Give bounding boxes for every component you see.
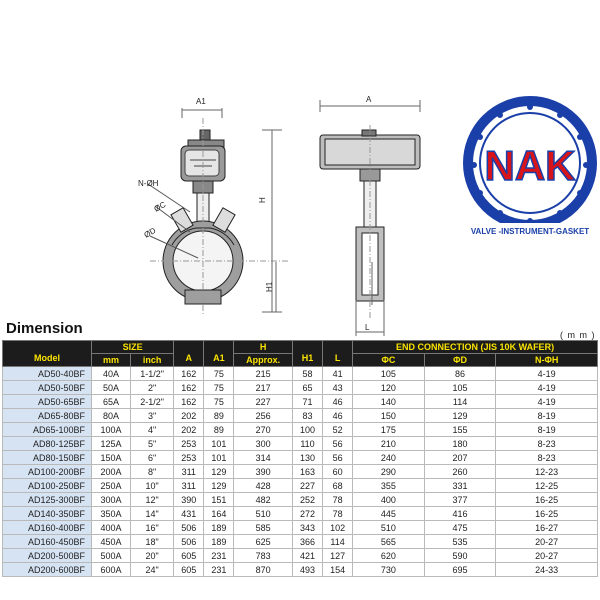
- table-cell: 114: [323, 535, 353, 549]
- page-title: Dimension: [6, 320, 83, 337]
- table-cell: 40A: [92, 367, 131, 381]
- table-cell: 83: [292, 409, 322, 423]
- table-cell: 52: [323, 423, 353, 437]
- table-cell: 585: [234, 521, 293, 535]
- table-cell: 129: [204, 465, 234, 479]
- logo-text: NAK: [484, 142, 576, 189]
- table-cell: 56: [323, 451, 353, 465]
- table-cell: 86: [424, 367, 496, 381]
- table-cell: 695: [424, 563, 496, 577]
- table-cell: 180: [424, 437, 496, 451]
- col-h: H: [234, 341, 293, 354]
- table-cell: 162: [174, 367, 204, 381]
- table-cell: 101: [204, 451, 234, 465]
- table-cell: 600A: [92, 563, 131, 577]
- table-cell: 227: [292, 479, 322, 493]
- table-cell: 65A: [92, 395, 131, 409]
- table-cell: 416: [424, 507, 496, 521]
- col-inch: inch: [131, 354, 174, 367]
- table-cell: 65: [292, 381, 322, 395]
- table-cell: 252: [292, 493, 322, 507]
- table-cell: 46: [323, 409, 353, 423]
- col-d: ΦD: [424, 354, 496, 367]
- table-cell: 20-27: [496, 549, 598, 563]
- table-cell: 8": [131, 465, 174, 479]
- table-cell: 231: [204, 563, 234, 577]
- table-cell: 154: [323, 563, 353, 577]
- table-cell: 331: [424, 479, 496, 493]
- table-cell: 155: [424, 423, 496, 437]
- table-cell: 16": [131, 521, 174, 535]
- table-row: [3, 521, 598, 535]
- table-row: [3, 507, 598, 521]
- dim-phi-d-label: ØD: [142, 225, 158, 240]
- table-cell: 150: [353, 409, 425, 423]
- table-row: [3, 479, 598, 493]
- table-cell: 189: [204, 521, 234, 535]
- table-cell: 20": [131, 549, 174, 563]
- table-cell: 46: [323, 395, 353, 409]
- table-cell: 421: [292, 549, 322, 563]
- table-cell: 450A: [92, 535, 131, 549]
- table-cell: 130: [292, 451, 322, 465]
- table-cell: 162: [174, 395, 204, 409]
- table-cell: 565: [353, 535, 425, 549]
- col-c: ΦC: [353, 354, 425, 367]
- logo-tagline: VALVE -INSTRUMENT-GASKET: [470, 227, 590, 236]
- model-cell: AD50-40BF: [3, 367, 92, 381]
- model-cell: AD80-125BF: [3, 437, 92, 451]
- table-cell: 89: [204, 409, 234, 423]
- table-cell: 151: [204, 493, 234, 507]
- table-cell: 314: [234, 451, 293, 465]
- table-row: [3, 367, 598, 381]
- table-cell: 102: [323, 521, 353, 535]
- table-cell: 270: [234, 423, 293, 437]
- table-cell: 227: [234, 395, 293, 409]
- table-cell: 68: [323, 479, 353, 493]
- table-cell: 56: [323, 437, 353, 451]
- table-cell: 75: [204, 367, 234, 381]
- table-cell: 590: [424, 549, 496, 563]
- table-cell: 175: [353, 423, 425, 437]
- table-cell: 114: [424, 395, 496, 409]
- table-cell: 150A: [92, 451, 131, 465]
- col-a: A: [174, 341, 204, 367]
- table-cell: 500A: [92, 549, 131, 563]
- table-cell: 24-33: [496, 563, 598, 577]
- model-cell: AD160-400BF: [3, 521, 92, 535]
- model-cell: AD50-65BF: [3, 395, 92, 409]
- table-cell: 445: [353, 507, 425, 521]
- table-cell: 105: [424, 381, 496, 395]
- table-cell: 428: [234, 479, 293, 493]
- table-cell: 475: [424, 521, 496, 535]
- table-cell: 217: [234, 381, 293, 395]
- table-cell: 400A: [92, 521, 131, 535]
- model-cell: AD50-50BF: [3, 381, 92, 395]
- dim-h-label: H: [258, 197, 267, 203]
- model-cell: AD100-200BF: [3, 465, 92, 479]
- col-n-h: N-ΦH: [496, 354, 598, 367]
- model-cell: AD80-150BF: [3, 451, 92, 465]
- col-l-top: L: [323, 341, 353, 367]
- table-cell: 8-23: [496, 437, 598, 451]
- table-cell: 4-19: [496, 395, 598, 409]
- table-cell: 129: [424, 409, 496, 423]
- table-cell: 75: [204, 395, 234, 409]
- table-cell: 164: [204, 507, 234, 521]
- table-cell: 625: [234, 535, 293, 549]
- table-cell: 16-27: [496, 521, 598, 535]
- table-cell: 75: [204, 381, 234, 395]
- dim-a1-label: A1: [196, 97, 206, 106]
- table-cell: 12-25: [496, 479, 598, 493]
- table-cell: 300: [234, 437, 293, 451]
- col-h1-top: H1: [292, 341, 322, 367]
- table-cell: 43: [323, 381, 353, 395]
- table-cell: 129: [204, 479, 234, 493]
- table-cell: 5": [131, 437, 174, 451]
- table-cell: 605: [174, 549, 204, 563]
- table-cell: 80A: [92, 409, 131, 423]
- table-cell: 200A: [92, 465, 131, 479]
- table-cell: 163: [292, 465, 322, 479]
- table-cell: 120: [353, 381, 425, 395]
- table-cell: 140: [353, 395, 425, 409]
- col-model: Model: [3, 341, 92, 367]
- table-cell: 510: [353, 521, 425, 535]
- table-cell: 207: [424, 451, 496, 465]
- table-cell: 215: [234, 367, 293, 381]
- table-cell: 162: [174, 381, 204, 395]
- table-cell: 18": [131, 535, 174, 549]
- table-cell: 1-1/2": [131, 367, 174, 381]
- table-cell: 400: [353, 493, 425, 507]
- table-cell: 605: [174, 563, 204, 577]
- table-cell: 50A: [92, 381, 131, 395]
- table-cell: 8-19: [496, 409, 598, 423]
- table-row: [3, 409, 598, 423]
- table-cell: 870: [234, 563, 293, 577]
- table-row: [3, 493, 598, 507]
- table-cell: 350A: [92, 507, 131, 521]
- table-cell: 210: [353, 437, 425, 451]
- table-cell: 355: [353, 479, 425, 493]
- table-cell: 783: [234, 549, 293, 563]
- table-cell: 506: [174, 535, 204, 549]
- col-mm: mm: [92, 354, 131, 367]
- table-cell: 60: [323, 465, 353, 479]
- table-cell: 4": [131, 423, 174, 437]
- table-cell: 125A: [92, 437, 131, 451]
- table-cell: 343: [292, 521, 322, 535]
- table-cell: 431: [174, 507, 204, 521]
- model-cell: AD140-350BF: [3, 507, 92, 521]
- table-cell: 620: [353, 549, 425, 563]
- table-row: [3, 423, 598, 437]
- col-size: SIZE: [92, 341, 174, 354]
- table-cell: 78: [323, 493, 353, 507]
- table-cell: 311: [174, 465, 204, 479]
- table-cell: 4-19: [496, 367, 598, 381]
- table-cell: 390: [174, 493, 204, 507]
- table-cell: 730: [353, 563, 425, 577]
- table-cell: 14": [131, 507, 174, 521]
- table-cell: 256: [234, 409, 293, 423]
- dim-a-label: A: [366, 95, 372, 104]
- table-cell: 377: [424, 493, 496, 507]
- nak-logo: [460, 85, 600, 245]
- table-cell: 110: [292, 437, 322, 451]
- table-cell: 390: [234, 465, 293, 479]
- table-cell: 250A: [92, 479, 131, 493]
- table-cell: 231: [204, 549, 234, 563]
- table-cell: 58: [292, 367, 322, 381]
- table-cell: 300A: [92, 493, 131, 507]
- table-cell: 3": [131, 409, 174, 423]
- table-row: [3, 437, 598, 451]
- table-cell: 260: [424, 465, 496, 479]
- table-cell: 535: [424, 535, 496, 549]
- dim-l-label: L: [365, 323, 370, 332]
- model-cell: AD200-500BF: [3, 549, 92, 563]
- unit-label: ( m m ): [560, 330, 596, 340]
- table-cell: 12": [131, 493, 174, 507]
- table-cell: 493: [292, 563, 322, 577]
- table-cell: 12-23: [496, 465, 598, 479]
- table-cell: 89: [204, 423, 234, 437]
- table-cell: 24": [131, 563, 174, 577]
- table-cell: 253: [174, 451, 204, 465]
- model-cell: AD100-250BF: [3, 479, 92, 493]
- table-cell: 105: [353, 367, 425, 381]
- model-cell: AD200-600BF: [3, 563, 92, 577]
- table-cell: 510: [234, 507, 293, 521]
- col-end-connection: END CONNECTION (JIS 10K WAFER): [353, 341, 598, 354]
- table-cell: 290: [353, 465, 425, 479]
- table-cell: 240: [353, 451, 425, 465]
- table-cell: 10": [131, 479, 174, 493]
- table-cell: 71: [292, 395, 322, 409]
- table-cell: 202: [174, 409, 204, 423]
- table-cell: 100A: [92, 423, 131, 437]
- table-cell: 16-25: [496, 507, 598, 521]
- table-cell: 2-1/2": [131, 395, 174, 409]
- dim-phi-c-label: ØC: [152, 199, 168, 214]
- table-row: [3, 549, 598, 563]
- table-cell: 16-25: [496, 493, 598, 507]
- table-row: [3, 451, 598, 465]
- dim-h1-label: H1: [265, 281, 274, 292]
- table-cell: 4-19: [496, 381, 598, 395]
- table-cell: 482: [234, 493, 293, 507]
- table-cell: 311: [174, 479, 204, 493]
- table-cell: 127: [323, 549, 353, 563]
- table-row: [3, 563, 598, 577]
- table-cell: 20-27: [496, 535, 598, 549]
- model-cell: AD125-300BF: [3, 493, 92, 507]
- table-cell: 2": [131, 381, 174, 395]
- table-cell: 272: [292, 507, 322, 521]
- table-cell: 506: [174, 521, 204, 535]
- table-cell: 189: [204, 535, 234, 549]
- table-cell: 253: [174, 437, 204, 451]
- model-cell: AD160-450BF: [3, 535, 92, 549]
- table-cell: 202: [174, 423, 204, 437]
- model-cell: AD65-100BF: [3, 423, 92, 437]
- table-cell: 8-19: [496, 423, 598, 437]
- dimension-table: [2, 340, 598, 577]
- table-cell: 6": [131, 451, 174, 465]
- col-approx: Approx.: [234, 354, 293, 367]
- table-cell: 101: [204, 437, 234, 451]
- table-row: [3, 465, 598, 479]
- table-row: [3, 381, 598, 395]
- table-cell: 100: [292, 423, 322, 437]
- table-cell: 41: [323, 367, 353, 381]
- table-cell: 8-23: [496, 451, 598, 465]
- table-cell: 366: [292, 535, 322, 549]
- table-cell: 78: [323, 507, 353, 521]
- col-a1-top: A1: [204, 341, 234, 367]
- table-row: [3, 535, 598, 549]
- table-row: [3, 395, 598, 409]
- dim-n-h-label: N-ØH: [138, 179, 159, 188]
- model-cell: AD65-80BF: [3, 409, 92, 423]
